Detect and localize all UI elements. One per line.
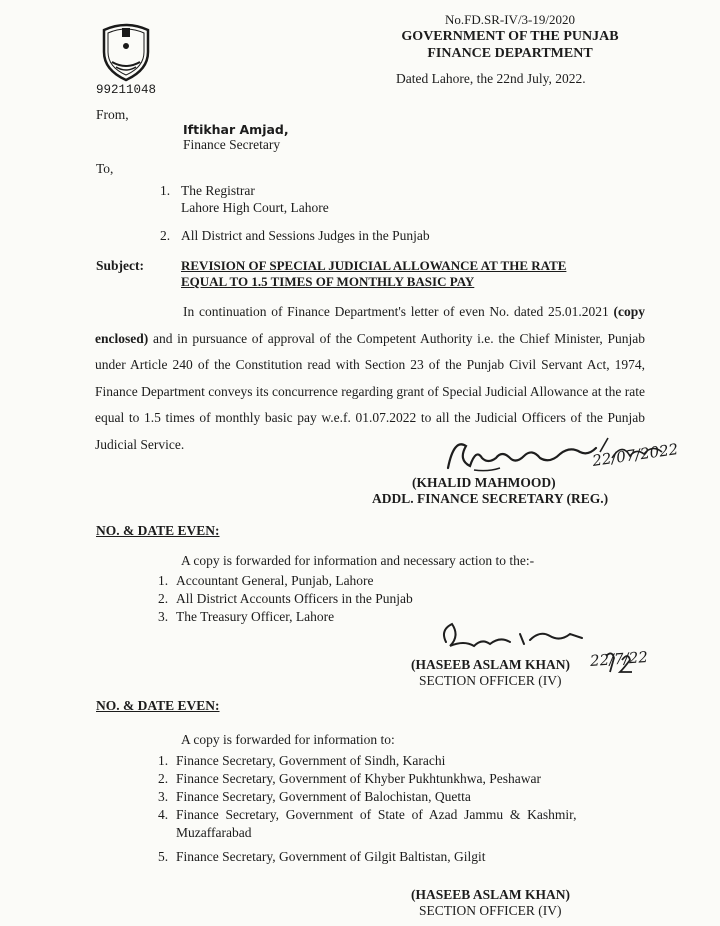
reference-number: No.FD.SR-IV/3-19/2020 [444,12,575,27]
subject-label: Subject: [96,258,144,273]
to-item-number: 2. [160,228,171,243]
list-item: Muzaffarabad [176,825,252,840]
signatory-designation: SECTION OFFICER (IV) [419,673,562,688]
list-item: 5. Finance Secretary, Government of Gilgit Baltistan, Gilgit [158,849,486,864]
sender-designation: Finance Secretary [183,137,281,152]
list-item: 2. Finance Secretary, Government of Khyber Pukhtunkhwa, Peshawar [158,771,542,786]
department-title: FINANCE DEPARTMENT [427,46,593,61]
subject-line: REVISION OF SPECIAL JUDICIAL ALLOWANCE AT THE RATE [181,258,567,273]
subject-line: EQUAL TO 1.5 TIMES OF MONTHLY BASIC PAY [181,274,475,289]
logo-number: 99211048 [96,83,157,97]
emblem-icon [94,18,158,82]
government-title: GOVERNMENT OF THE PUNJAB [401,29,619,44]
signatory-name: (HASEEB ASLAM KHAN) [411,887,571,902]
to-item-number: 1. [160,183,171,198]
letter-date: Dated Lahore, the 22nd July, 2022. [396,71,586,86]
section-heading: NO. & DATE EVEN: [96,523,220,538]
body-paragraph: In continuation of Finance Department's letter of even No. dated 25.01.2021 (copy enclosed) and in pursuance of approval of the Competent Authority i.e. the Chief Minister, Punjab under Article 240 of the Constitution read with Section 23 of the Punjab Civil Servant Act, 1974, Finance Department conveys its concurrence regarding grant of Special Judicial Allowance at the rate equal to 1.5 times of monthly basic pay w.e.f. 01.07.2022 to all the Judicial Officers of the Punjab Judicial Service. [95,304,645,452]
section-heading: NO. & DATE EVEN: [96,698,220,713]
list-item: 1. Finance Secretary, Government of Sindh, Karachi [158,753,446,768]
forward-intro: A copy is forwarded for information to: [181,732,395,747]
forward-intro: A copy is forwarded for information and necessary action to the:- [181,553,535,568]
to-label: To, [96,161,114,176]
signature-date: 22/07/2022 [591,440,680,470]
list-item: 4. Finance Secretary, Government of State of Azad Jammu & Kashmir, [158,807,577,822]
signatory-name: (HASEEB ASLAM KHAN) [411,657,571,672]
forward-list [158,572,413,626]
list-item: 1. Accountant General, Punjab, Lahore [158,573,374,588]
recipient-line: All District and Sessions Judges in the Punjab [181,228,430,243]
forward-list [158,752,577,866]
from-label: From, [96,107,129,122]
recipient-line: Lahore High Court, Lahore [181,200,329,215]
signatory-name: (KHALID MAHMOOD) [412,475,556,490]
list-item: 3. The Treasury Officer, Lahore [158,609,335,624]
signatory-designation: SECTION OFFICER (IV) [419,903,562,918]
list-item: 2. All District Accounts Officers in the Punjab [158,591,413,606]
punjab-government-logo [94,18,158,82]
sender-name: Iftikhar Amjad, [183,122,289,137]
signatory-designation: ADDL. FINANCE SECRETARY (REG.) [372,491,609,506]
signature-date: 22/7/22 [589,648,649,670]
recipient-line: The Registrar [181,183,255,198]
list-item: 3. Finance Secretary, Government of Balochistan, Quetta [158,789,471,804]
